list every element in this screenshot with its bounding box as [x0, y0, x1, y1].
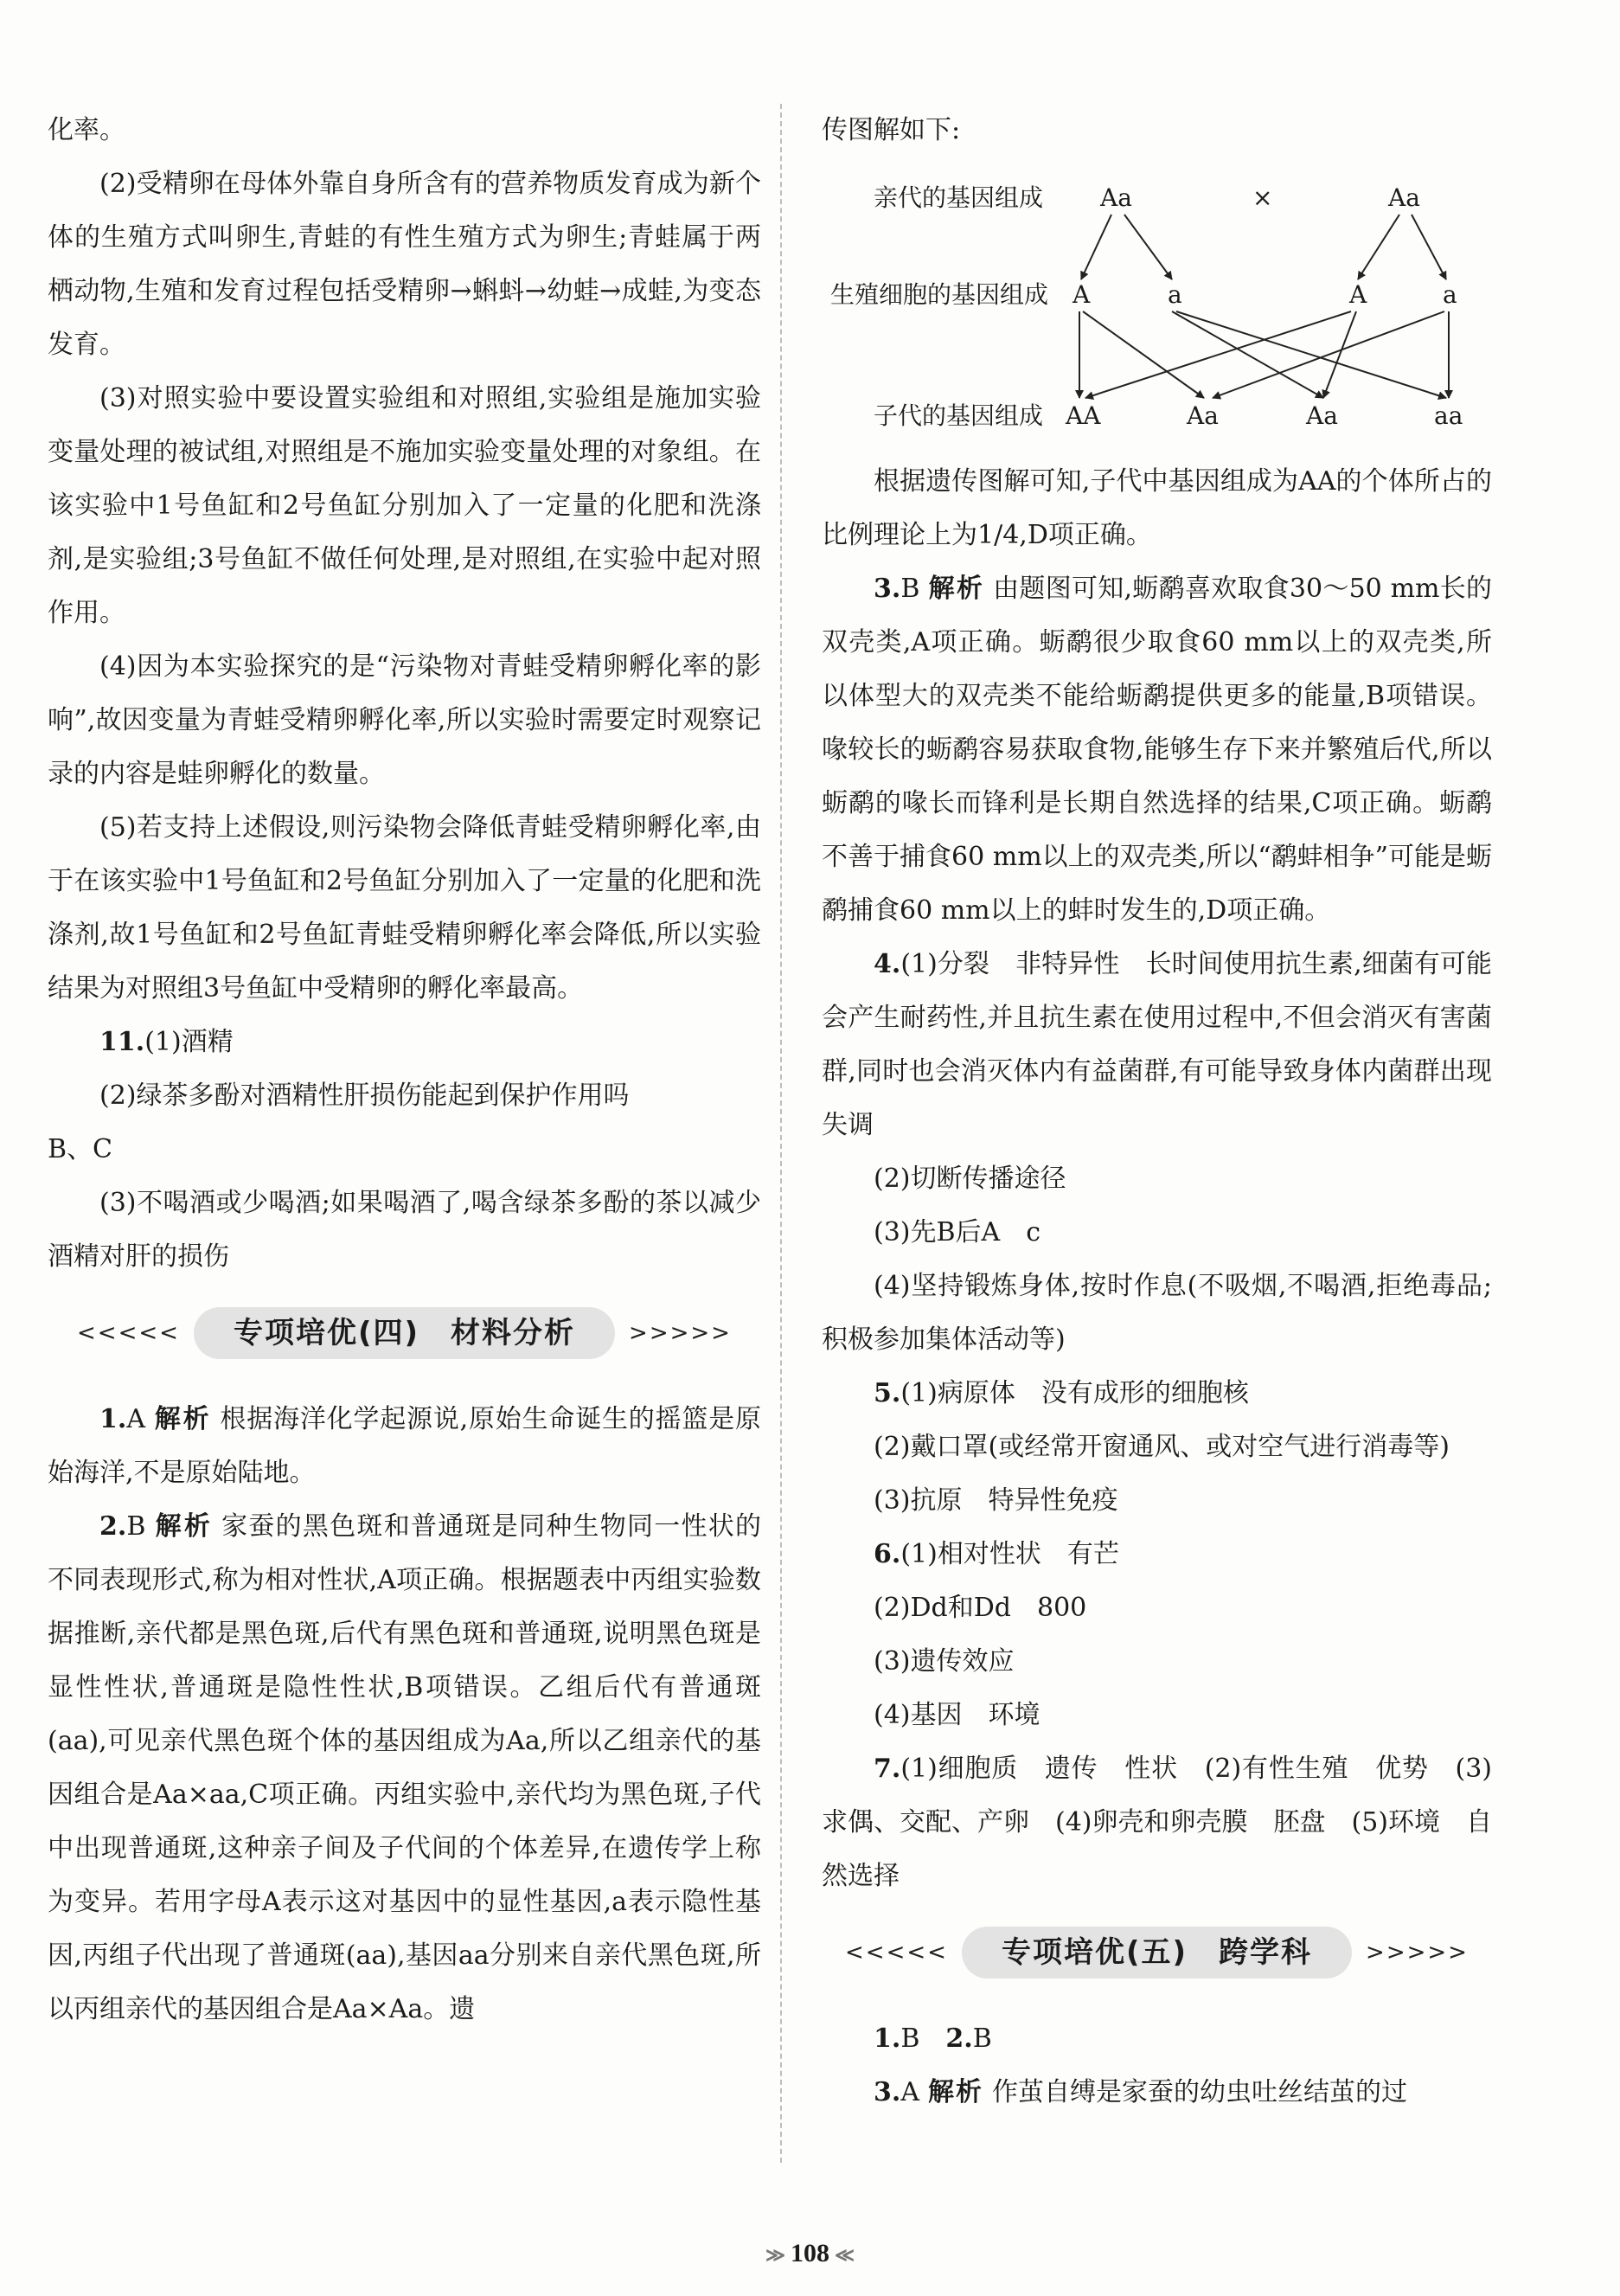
row-label-parents: 亲代的基因组成: [874, 183, 1044, 212]
s4-question-2: 2.B 解析 家蚕的黑色斑和普通斑是同种生物同一性状的不同表现形式,称为相对性状,A项正确。根据题表中丙组实验数据推断,亲代都是黑色斑,后代有黑色斑和普通斑,说明黑色斑是显性性状,普通斑是隐性性状,B项错误。乙组后代有普通斑(aa),可见亲代黑色斑个体的基因组成为Aa,所以乙组亲代的基因组合是Aa×aa,C项正确。丙组实验中,亲代均为黑色斑,子代中出现普通斑,这种亲子间及子代间的个体差异,在遗传学上称为变异。若用字母A表示这对基因中的显性基因,a表示隐性基因,丙组子代出现了普通斑(aa),基因aa分别来自亲代黑色斑,所以丙组亲代的基因组合是Aa×Aa。遗: [48, 1511, 762, 2024]
question-6-part3: (3)遗传效应: [874, 1646, 1015, 1677]
left-arrows: <<<<<: [77, 1320, 180, 1346]
paragraph: 根据遗传图解可知,子代中基因组成为AA的个体所占的比例理论上为1/4,D项正确。: [822, 466, 1492, 550]
page-mark-right: ≪: [835, 2244, 855, 2266]
analysis-label: 解析: [154, 1404, 212, 1434]
section-header-4: [48, 1303, 761, 1363]
question-6-part1: 6.(1)相对性状 有芒: [874, 1539, 1119, 1569]
column-divider: [780, 104, 782, 2163]
analysis-label: 解析: [154, 1511, 214, 1542]
offspring-3: Aa: [1306, 401, 1338, 430]
parent-genotype-1: Aa: [1100, 183, 1132, 212]
row-label-gametes: 生殖细胞的基因组成: [830, 280, 1049, 309]
question-3: 3.B 解析 由题图可知,蛎鹬喜欢取食30～50 mm长的双壳类,A项正确。蛎鹬很少取食60 mm以上的双壳类,所以体型大的双壳类不能给蛎鹬提供更多的能量,B项错误。喙较长的蛎鹬容易获取食物,能够生存下来并繁殖后代,所以蛎鹬的喙长而锋利是长期自然选择的结果,C项正确。蛎鹬不善于捕食60 mm以上的双壳类,所以“鹬蚌相争”可能是蛎鹬捕食60 mm以上的蚌时发生的,D项正确。: [822, 574, 1492, 926]
gamete-2: a: [1168, 280, 1182, 309]
gamete-4: a: [1443, 280, 1457, 309]
gamete-3: A: [1349, 280, 1367, 309]
question-7: 7.(1)细胞质 遗传 性状 (2)有性生殖 优势 (3)求偶、交配、产卵 (4)卵壳和卵壳膜 胚盘 (5)环境 自然选择: [822, 1754, 1492, 1891]
page-mark-left: ≫: [765, 2244, 785, 2266]
question-5-part3: (3)抗原 特异性免疫: [874, 1485, 1118, 1516]
question-11-part3: (3)不喝酒或少喝酒;如果喝酒了,喝含绿茶多酚的茶以减少酒精对肝的损伤: [48, 1188, 761, 1272]
s5-questions-1-2: 1.B 2.B: [874, 2023, 992, 2054]
paragraph: 传图解如下:: [822, 115, 961, 145]
s5-question-3: 3.A 解析 作茧自缚是家蚕的幼虫吐丝结茧的过: [874, 2077, 1407, 2107]
analysis-label: 解析: [928, 2077, 983, 2107]
analysis-label: 解析: [928, 574, 985, 604]
question-4-part1: 4.(1)分裂 非特异性 长时间使用抗生素,细菌有可能会产生耐药性,并且抗生素在使用过程中,不但会消灭有害菌群,同时也会消灭体内有益菌群,有可能导致身体内菌群出现失调: [822, 949, 1492, 1140]
question-5-part1: 5.(1)病原体 没有成形的细胞核: [874, 1378, 1249, 1408]
question-4-part4: (4)坚持锻炼身体,按时作息(不吸烟,不喝酒,拒绝毒品;积极参加集体活动等): [822, 1271, 1492, 1355]
section-title: 专项培优(四) 材料分析: [194, 1307, 615, 1359]
parent-genotype-2: Aa: [1388, 183, 1420, 212]
cross-symbol: ×: [1252, 183, 1273, 212]
left-arrows: <<<<<: [845, 1940, 948, 1966]
section-title: 专项培优(五) 跨学科: [962, 1927, 1352, 1979]
section-header-5: [822, 1922, 1492, 1983]
left-column: [48, 104, 761, 2036]
genetic-cross-diagram: [822, 163, 1492, 448]
question-4-part2: (2)切断传播途径: [874, 1164, 1066, 1194]
question-6-part2: (2)Dd和Dd 800: [874, 1593, 1087, 1623]
right-arrows: >>>>>: [629, 1320, 732, 1346]
row-label-offspring: 子代的基因组成: [874, 401, 1044, 430]
question-number: 11.: [99, 1027, 145, 1057]
paragraph: 化率。: [48, 115, 125, 145]
question-11-answer: B、C: [48, 1134, 112, 1164]
s4-question-1: 1.A 解析 根据海洋化学起源说,原始生命诞生的摇篮是原始海洋,不是原始陆地。: [48, 1404, 762, 1488]
paragraph: (3)对照实验中要设置实验组和对照组,实验组是施加实验变量处理的被试组,对照组是不施加实验变量处理的对象组。在该实验中1号鱼缸和2号鱼缸分别加入了一定量的化肥和洗涤剂,是实验组;3号鱼缸不做任何处理,是对照组,在实验中起对照作用。: [48, 383, 761, 628]
cross-arrows: [1079, 215, 1449, 398]
offspring-2: Aa: [1187, 401, 1219, 430]
right-arrows: >>>>>: [1366, 1940, 1469, 1966]
cross-diagram-svg: [822, 163, 1492, 448]
question-6-part4: (4)基因 环境: [874, 1700, 1041, 1730]
question-4-part3: (3)先B后A c: [874, 1217, 1041, 1247]
offspring-4: aa: [1434, 401, 1463, 430]
page-number: 108: [791, 2239, 829, 2267]
paragraph: (2)受精卵在母体外靠自身所含有的营养物质发育成为新个体的生殖方式叫卵生,青蛙的有性生殖方式为卵生;青蛙属于两栖动物,生殖和发育过程包括受精卵→蝌蚪→幼蛙→成蛙,为变态发育。: [48, 169, 761, 360]
paragraph: (4)因为本实验探究的是“污染物对青蛙受精卵孵化率的影响”,故因变量为青蛙受精卵孵化率,所以实验时需要定时观察记录的内容是蛙卵孵化的数量。: [48, 651, 761, 789]
gamete-1: A: [1073, 280, 1091, 309]
question-11-part2: (2)绿茶多酚对酒精性肝损伤能起到保护作用吗: [99, 1081, 630, 1111]
question-5-part2: (2)戴口罩(或经常开窗通风、或对空气进行消毒等): [874, 1432, 1450, 1462]
offspring-1: AA: [1066, 401, 1101, 430]
question-11-part1: 11.(1)酒精: [99, 1027, 234, 1057]
paragraph: (5)若支持上述假设,则污染物会降低青蛙受精卵孵化率,由于在该实验中1号鱼缸和2号鱼缸分别加入了一定量的化肥和洗涤剂,故1号鱼缸和2号鱼缸青蛙受精卵孵化率会降低,所以实验结果为对照组3号鱼缸中受精卵的孵化率最高。: [48, 812, 761, 1004]
page-footer: [0, 2239, 1620, 2268]
right-column: [822, 104, 1492, 2120]
